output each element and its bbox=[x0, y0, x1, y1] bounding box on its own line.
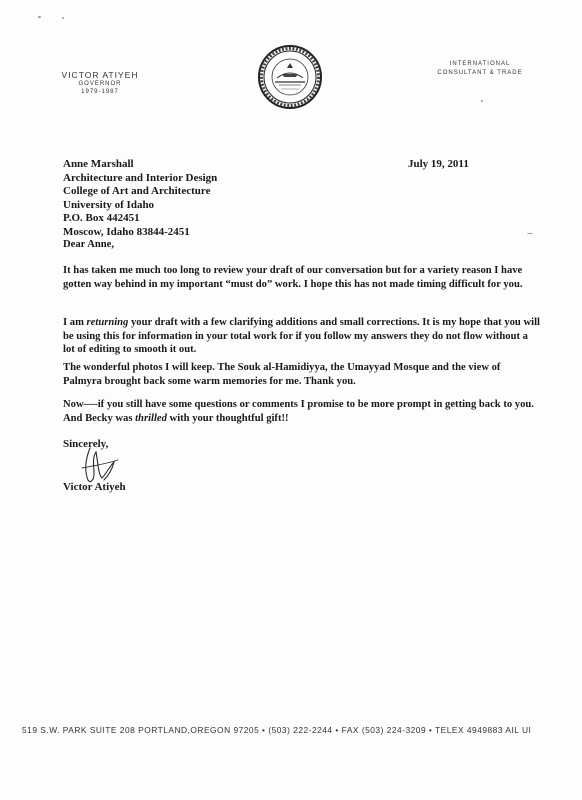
paragraph-2-emphasis: returning bbox=[86, 317, 129, 328]
recipient-city: Moscow, Idaho 83844-2451 bbox=[63, 225, 190, 238]
letterhead-right bbox=[425, 60, 535, 78]
paragraph-3: The wonderful photos I will keep. The Souk al-Hamidiyya, the Umayyad Mosque and the view of Palmyra brought back some warm memories for me. Thank you. bbox=[63, 362, 501, 387]
closing: Sincerely, bbox=[63, 438, 109, 450]
recipient-university: University of Idaho bbox=[63, 198, 155, 211]
letterhead-footer: 519 S.W. PARK SUITE 208 PORTLAND,OREGON 97205 • (503) 222-2244 • FAX (503) 224-3209 • TELEX 4949883 AIL UI bbox=[22, 725, 532, 735]
scan-speck bbox=[38, 16, 41, 18]
scan-speck bbox=[527, 233, 533, 234]
scan-speck bbox=[481, 100, 483, 102]
signer-name: Victor Atiyeh bbox=[63, 481, 126, 493]
paragraph-4-rest: with your thoughtful gift!! bbox=[166, 412, 289, 424]
letterhead-right-line1: INTERNATIONAL bbox=[449, 61, 511, 67]
letterhead-years: 1979-1987 bbox=[81, 89, 119, 95]
state-seal-icon bbox=[257, 44, 323, 110]
letterhead-name: VICTOR ATIYEH bbox=[61, 70, 139, 80]
recipient-address bbox=[63, 158, 217, 239]
paragraph-2-start: I am bbox=[63, 317, 87, 328]
letterhead-title: GOVERNOR bbox=[78, 81, 122, 87]
paragraph-1: It has taken me much too long to review your draft of our conversation but for a variety reason I have gotten way behind in my important “must do” work. I hope this has not made timing difficult for you. bbox=[63, 265, 523, 290]
paragraph-4-start: Now—-if you still have some questions or comments I promise to be more prompt in getting back to you. And Becky was bbox=[63, 399, 534, 424]
recipient-po-box: P.O. Box 442451 bbox=[63, 212, 140, 224]
letter-date: July 19, 2011 bbox=[408, 158, 469, 170]
letterhead-right-line2: CONSULTANT & TRADE bbox=[437, 70, 523, 76]
paragraph-2-rest: your draft with a few clarifying additions and small corrections. It is my hope that you will be using this for information in your total work for if you follow my answers they do not flow without a lot of editing to smooth it out. bbox=[63, 317, 540, 356]
recipient-name: Anne Marshall bbox=[63, 158, 134, 170]
scan-speck bbox=[62, 17, 64, 19]
salutation: Dear Anne, bbox=[63, 239, 115, 250]
letterhead-left bbox=[55, 70, 145, 96]
paragraph-4 bbox=[63, 398, 541, 425]
recipient-college: College of Art and Architecture bbox=[63, 185, 211, 197]
recipient-department: Architecture and Interior Design bbox=[63, 171, 218, 184]
paragraph-4-emphasis: thrilled bbox=[135, 412, 167, 424]
paragraph-2 bbox=[63, 316, 541, 357]
